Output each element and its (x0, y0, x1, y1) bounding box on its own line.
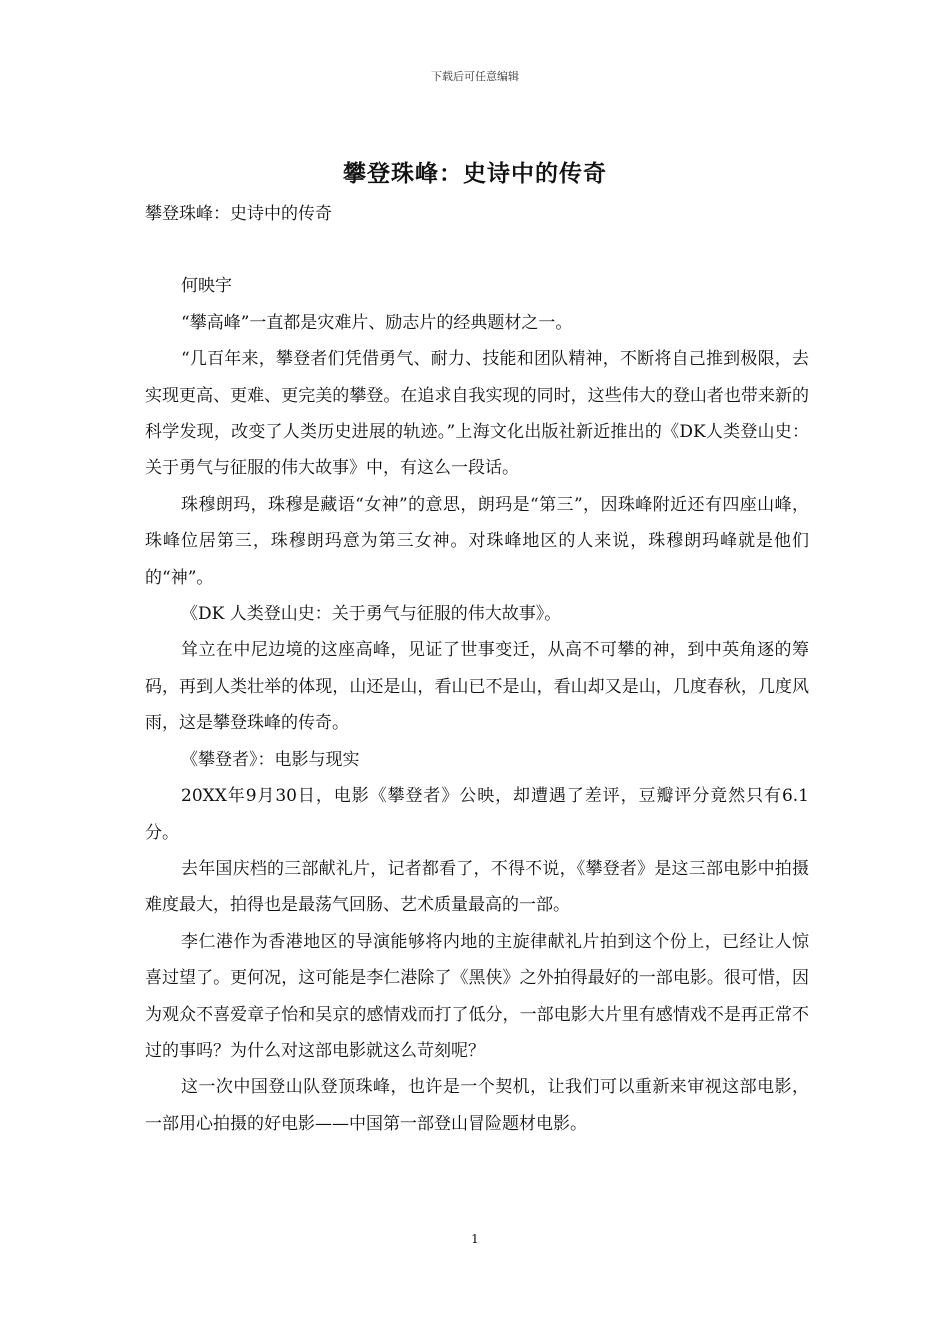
page-number: 1 (471, 1232, 479, 1246)
paragraph: 耸立在中尼边境的这座高峰，见证了世事变迁，从高不可攀的神，到中英角逐的筹码，再到人类壮举的体现，山还是山，看山已不是山，看山却又是山，几度春秋，几度风雨，这是攀登珠峰的传奇。 (145, 640, 809, 734)
document-body (145, 196, 809, 1142)
paragraph: “几百年来，攀登者们凭借勇气、耐力、技能和团队精神，不断将自己推到极限，去实现更高、更难、更完美的攀登。在追求自我实现的同时，这些伟大的登山者也带来新的科学发现，改变了人类历史进展的轨迹。”上海文化出版社新近推出的《DK人类登山史：关于勇气与征服的伟大故事》中，有这么一段话。 (145, 349, 809, 479)
document-subtitle: 攀登珠峰：史诗中的传奇 (145, 204, 332, 224)
header-note: 下载后可任意编辑 (431, 70, 519, 83)
author-line: 何映宇 (181, 276, 232, 297)
document-title: 攀登珠峰：史诗中的传奇 (343, 160, 607, 187)
paragraph: 《DK 人类登山史：关于勇气与征服的伟大故事》。 (181, 604, 562, 625)
paragraph: 20XX年9月30日，电影《攀登者》公映，却遭遇了差评，豆瓣评分竟然只有6.1分。 (145, 786, 809, 843)
paragraph: “攀高峰”一直都是灾难片、励志片的经典题材之一。 (181, 312, 573, 333)
paragraph: 这一次中国登山队登顶珠峰，也许是一个契机，让我们可以重新来审视这部电影，一部用心拍摄的好电影——中国第一部登山冒险题材电影。 (145, 1077, 809, 1134)
paragraph: 去年国庆档的三部献礼片，记者都看了，不得不说，《攀登者》是这三部电影中拍摄难度最大，拍得也是最荡气回肠、艺术质量最高的一部。 (145, 858, 809, 916)
paragraph: 李仁港作为香港地区的导演能够将内地的主旋律献礼片拍到这个份上，已经让人惊喜过望了。更何况，这可能是李仁港除了《黑侠》之外拍得最好的一部电影。很可惜，因为观众不喜爱章子怡和吴京的感情戏而打了低分，一部电影大片里有感情戏不是再正常不过的事吗？为什么对这部电影就这么苛刻呢？ (145, 931, 809, 1061)
paragraph: 珠穆朗玛，珠穆是藏语“女神”的意思，朗玛是“第三”，因珠峰附近还有四座山峰，珠峰位居第三，珠穆朗玛意为第三女神。对珠峰地区的人来说，珠穆朗玛峰就是他们的“神”。 (145, 494, 809, 588)
section-heading: 《攀登者》：电影与现实 (181, 749, 360, 770)
